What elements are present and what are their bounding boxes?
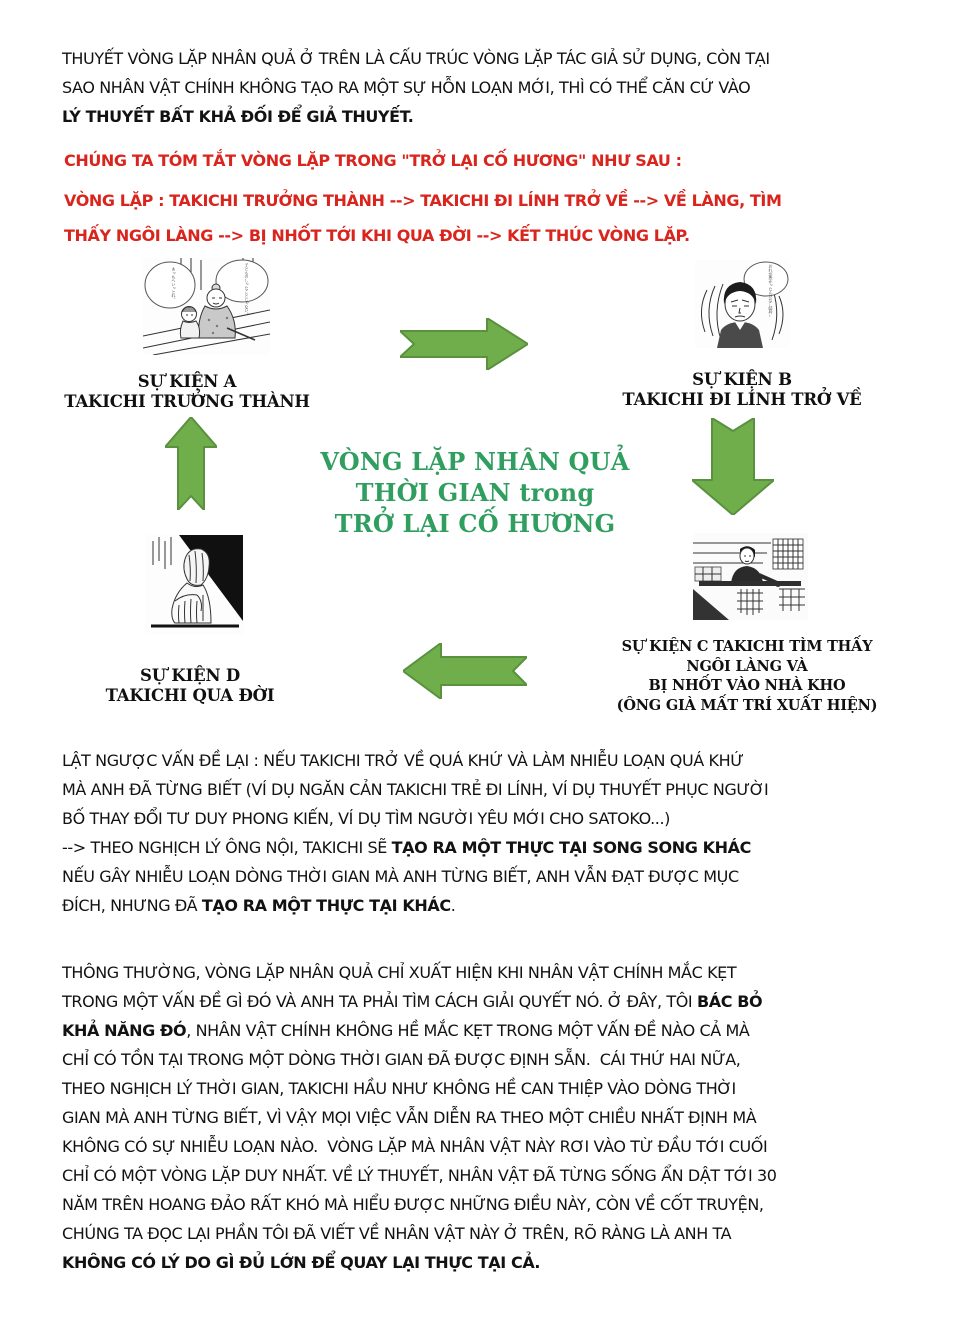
text-line: BỐ THAY ĐỔI TƯ DUY PHONG KIẾN, VÍ DỤ TÌM NGƯỜI YÊU MỚI CHO SATOKO...) bbox=[62, 809, 671, 828]
manga-panel-b bbox=[695, 260, 790, 348]
event-c-label bbox=[597, 637, 897, 715]
text-line: CHÚNG TA TÓM TẮT VÒNG LẶP TRONG "TRỞ LẠI CỐ HƯƠNG" NHƯ SAU : bbox=[64, 151, 682, 170]
text-line: --> THEO NGHỊCH LÝ ÔNG NỘI, TAKICHI SẼ TẠO RA MỘT THỰC TẠI SONG SONG KHÁC bbox=[62, 838, 751, 857]
arrow-left-icon bbox=[403, 643, 527, 699]
text-line: TAKICHI TRƯỞNG THÀNH bbox=[64, 392, 310, 411]
text-line: TRONG MỘT VẤN ĐỀ GÌ ĐÓ VÀ ANH TA PHẢI TÌM CÁCH GIẢI QUYẾT NÓ. Ở ĐÂY, TÔI BÁC BỎ bbox=[62, 992, 763, 1011]
text-line: NĂM TRÊN HOANG ĐẢO RẤT KHÓ MÀ HIỂU ĐƯỢC NHỮNG ĐIỀU NÀY, CÒN VỀ CỐT TRUYỆN, bbox=[62, 1195, 764, 1214]
text-line: THỜI GIAN trong bbox=[355, 478, 595, 507]
text-line: THUYẾT VÒNG LẶP NHÂN QUẢ Ở TRÊN LÀ CẤU TRÚC VÒNG LẶP TÁC GIẢ SỬ DỤNG, CÒN TẠI bbox=[62, 49, 770, 68]
text-line: KHÔNG CÓ SỰ NHIỄU LOẠN NÀO. VÒNG LẶP MÀ NHÂN VẬT NÀY RƠI VÀO TỪ ĐẦU TỚI CUỐI bbox=[62, 1137, 768, 1156]
arrow-down-icon bbox=[692, 418, 774, 515]
text-line: GIAN MÀ ANH TỪNG BIẾT, VÌ VẬY MỌI VIỆC VẪN DIỄN RA THEO MỘT CHIỀU NHẤT ĐỊNH MÀ bbox=[62, 1108, 757, 1127]
analysis-paragraph-2 bbox=[62, 958, 777, 1277]
text-line: (ÔNG GIÀ MẤT TRÍ XUẤT HIỆN) bbox=[616, 696, 878, 714]
text-line: NẾU GÂY NHIỄU LOẠN DÒNG THỜI GIAN MÀ ANH TỪNG BIẾT, ANH VẪN ĐẠT ĐƯỢC MỤC bbox=[62, 867, 739, 886]
intro-paragraph bbox=[62, 44, 770, 131]
text-line: KHÔNG CÓ LÝ DO GÌ ĐỦ LỚN ĐỂ QUAY LẠI THỰC TẠI CẢ. bbox=[62, 1253, 540, 1272]
text-line: CHỈ CÓ MỘT VÒNG LẶP DUY NHẤT. VỀ LÝ THUYẾT, NHÂN VẬT ĐÃ TỪNG SỐNG ẨN DẬT TỚI 30 bbox=[62, 1166, 777, 1185]
text-line: NGÔI LÀNG VÀ bbox=[686, 657, 808, 675]
analysis-paragraph-1 bbox=[62, 746, 768, 920]
text-line: SỰ KIỆN C TAKICHI TÌM THẤY bbox=[621, 638, 873, 655]
loop-summary-paragraph bbox=[64, 183, 782, 253]
event-b-label bbox=[607, 370, 877, 410]
event-d-label bbox=[62, 666, 318, 706]
text-line: KHẢ NĂNG ĐÓ, NHÂN VẬT CHÍNH KHÔNG HỀ MẮC KẸT TRONG MỘT VẤN ĐỀ NÀO CẢ MÀ bbox=[62, 1021, 750, 1040]
text-line: THẤY NGÔI LÀNG --> BỊ NHỐT TỚI KHI QUA ĐỜI --> KẾT THÚC VÒNG LẶP. bbox=[64, 226, 690, 245]
text-line: VÒNG LẶP NHÂN QUẢ bbox=[320, 447, 630, 476]
text-line: VÒNG LẶP : TAKICHI TRƯỞNG THÀNH --> TAKICHI ĐI LÍNH TRỞ VỀ --> VỀ LÀNG, TÌM bbox=[64, 191, 782, 210]
text-line: LÝ THUYẾT BẤT KHẢ ĐỐI ĐỂ GIẢ THUYẾT. bbox=[62, 107, 414, 126]
text-line: LẬT NGƯỢC VẤN ĐỀ LẠI : NẾU TAKICHI TRỞ VỀ QUÁ KHỨ VÀ LÀM NHIỄU LOẠN QUÁ KHỨ bbox=[62, 751, 744, 770]
text-line: THEO NGHỊCH LÝ THỜI GIAN, TAKICHI HẦU NHƯ KHÔNG HỀ CAN THIỆP VÀO DÒNG THỜI bbox=[62, 1079, 736, 1098]
text-line: MÀ ANH ĐÃ TỪNG BIẾT (VÍ DỤ NGĂN CẢN TAKICHI TRẺ ĐI LÍNH, VÍ DỤ THUYẾT PHỤC NGƯỜI bbox=[62, 780, 769, 799]
text-line: TAKICHI ĐI LÍNH TRỞ VỀ bbox=[622, 390, 862, 409]
text-line: CHÚNG TA ĐỌC LẠI PHẦN TÔI ĐÃ VIẾT VỀ NHÂN VẬT NÀY Ở TRÊN, RÕ RÀNG LÀ ANH TA bbox=[62, 1224, 732, 1243]
arrow-up-icon bbox=[165, 417, 217, 510]
text-line: CHỈ CÓ TỒN TẠI TRONG MỘT DÒNG THỜI GIAN ĐÃ ĐƯỢC ĐỊNH SẴN. CÁI THỨ HAI NỮA, bbox=[62, 1050, 741, 1069]
text-line: ĐÍCH, NHƯNG ĐÃ TẠO RA MỘT THỰC TẠI KHÁC. bbox=[62, 896, 456, 915]
bubble-b-text: おれが悪かったんだな…結局… bbox=[768, 264, 774, 318]
summary-heading bbox=[64, 146, 682, 175]
bubble-a-left-text: あっちへいっとれ。 bbox=[171, 267, 177, 302]
event-a-label bbox=[47, 372, 327, 412]
text-line: SỰ KIỆN B bbox=[692, 370, 792, 389]
text-line: SAO NHÂN VẬT CHÍNH KHÔNG TẠO RA MỘT SỰ HỖN LOẠN MỚI, THÌ CÓ THỂ CĂN CỨ VÀO bbox=[62, 78, 751, 97]
arrow-right-icon bbox=[400, 318, 528, 370]
diagram-title bbox=[300, 446, 650, 539]
text-line: SỰ KIỆN A bbox=[137, 372, 237, 391]
manga-panel-c bbox=[693, 533, 808, 620]
bubble-a-right-text: 子どものしったことじゃない。 bbox=[244, 263, 250, 317]
manga-panel-a bbox=[143, 258, 270, 355]
manga-panel-d bbox=[145, 535, 245, 635]
text-line: TRỞ LẠI CỐ HƯƠNG bbox=[334, 509, 616, 538]
text-line: BỊ NHỐT VÀO NHÀ KHO bbox=[648, 677, 846, 694]
text-line: SỰ KIỆN D bbox=[139, 666, 241, 685]
text-line: TAKICHI QUA ĐỜI bbox=[105, 686, 275, 705]
text-line: THÔNG THƯỜNG, VÒNG LẶP NHÂN QUẢ CHỈ XUẤT HIỆN KHI NHÂN VẬT CHÍNH MẮC KẸT bbox=[62, 963, 737, 982]
